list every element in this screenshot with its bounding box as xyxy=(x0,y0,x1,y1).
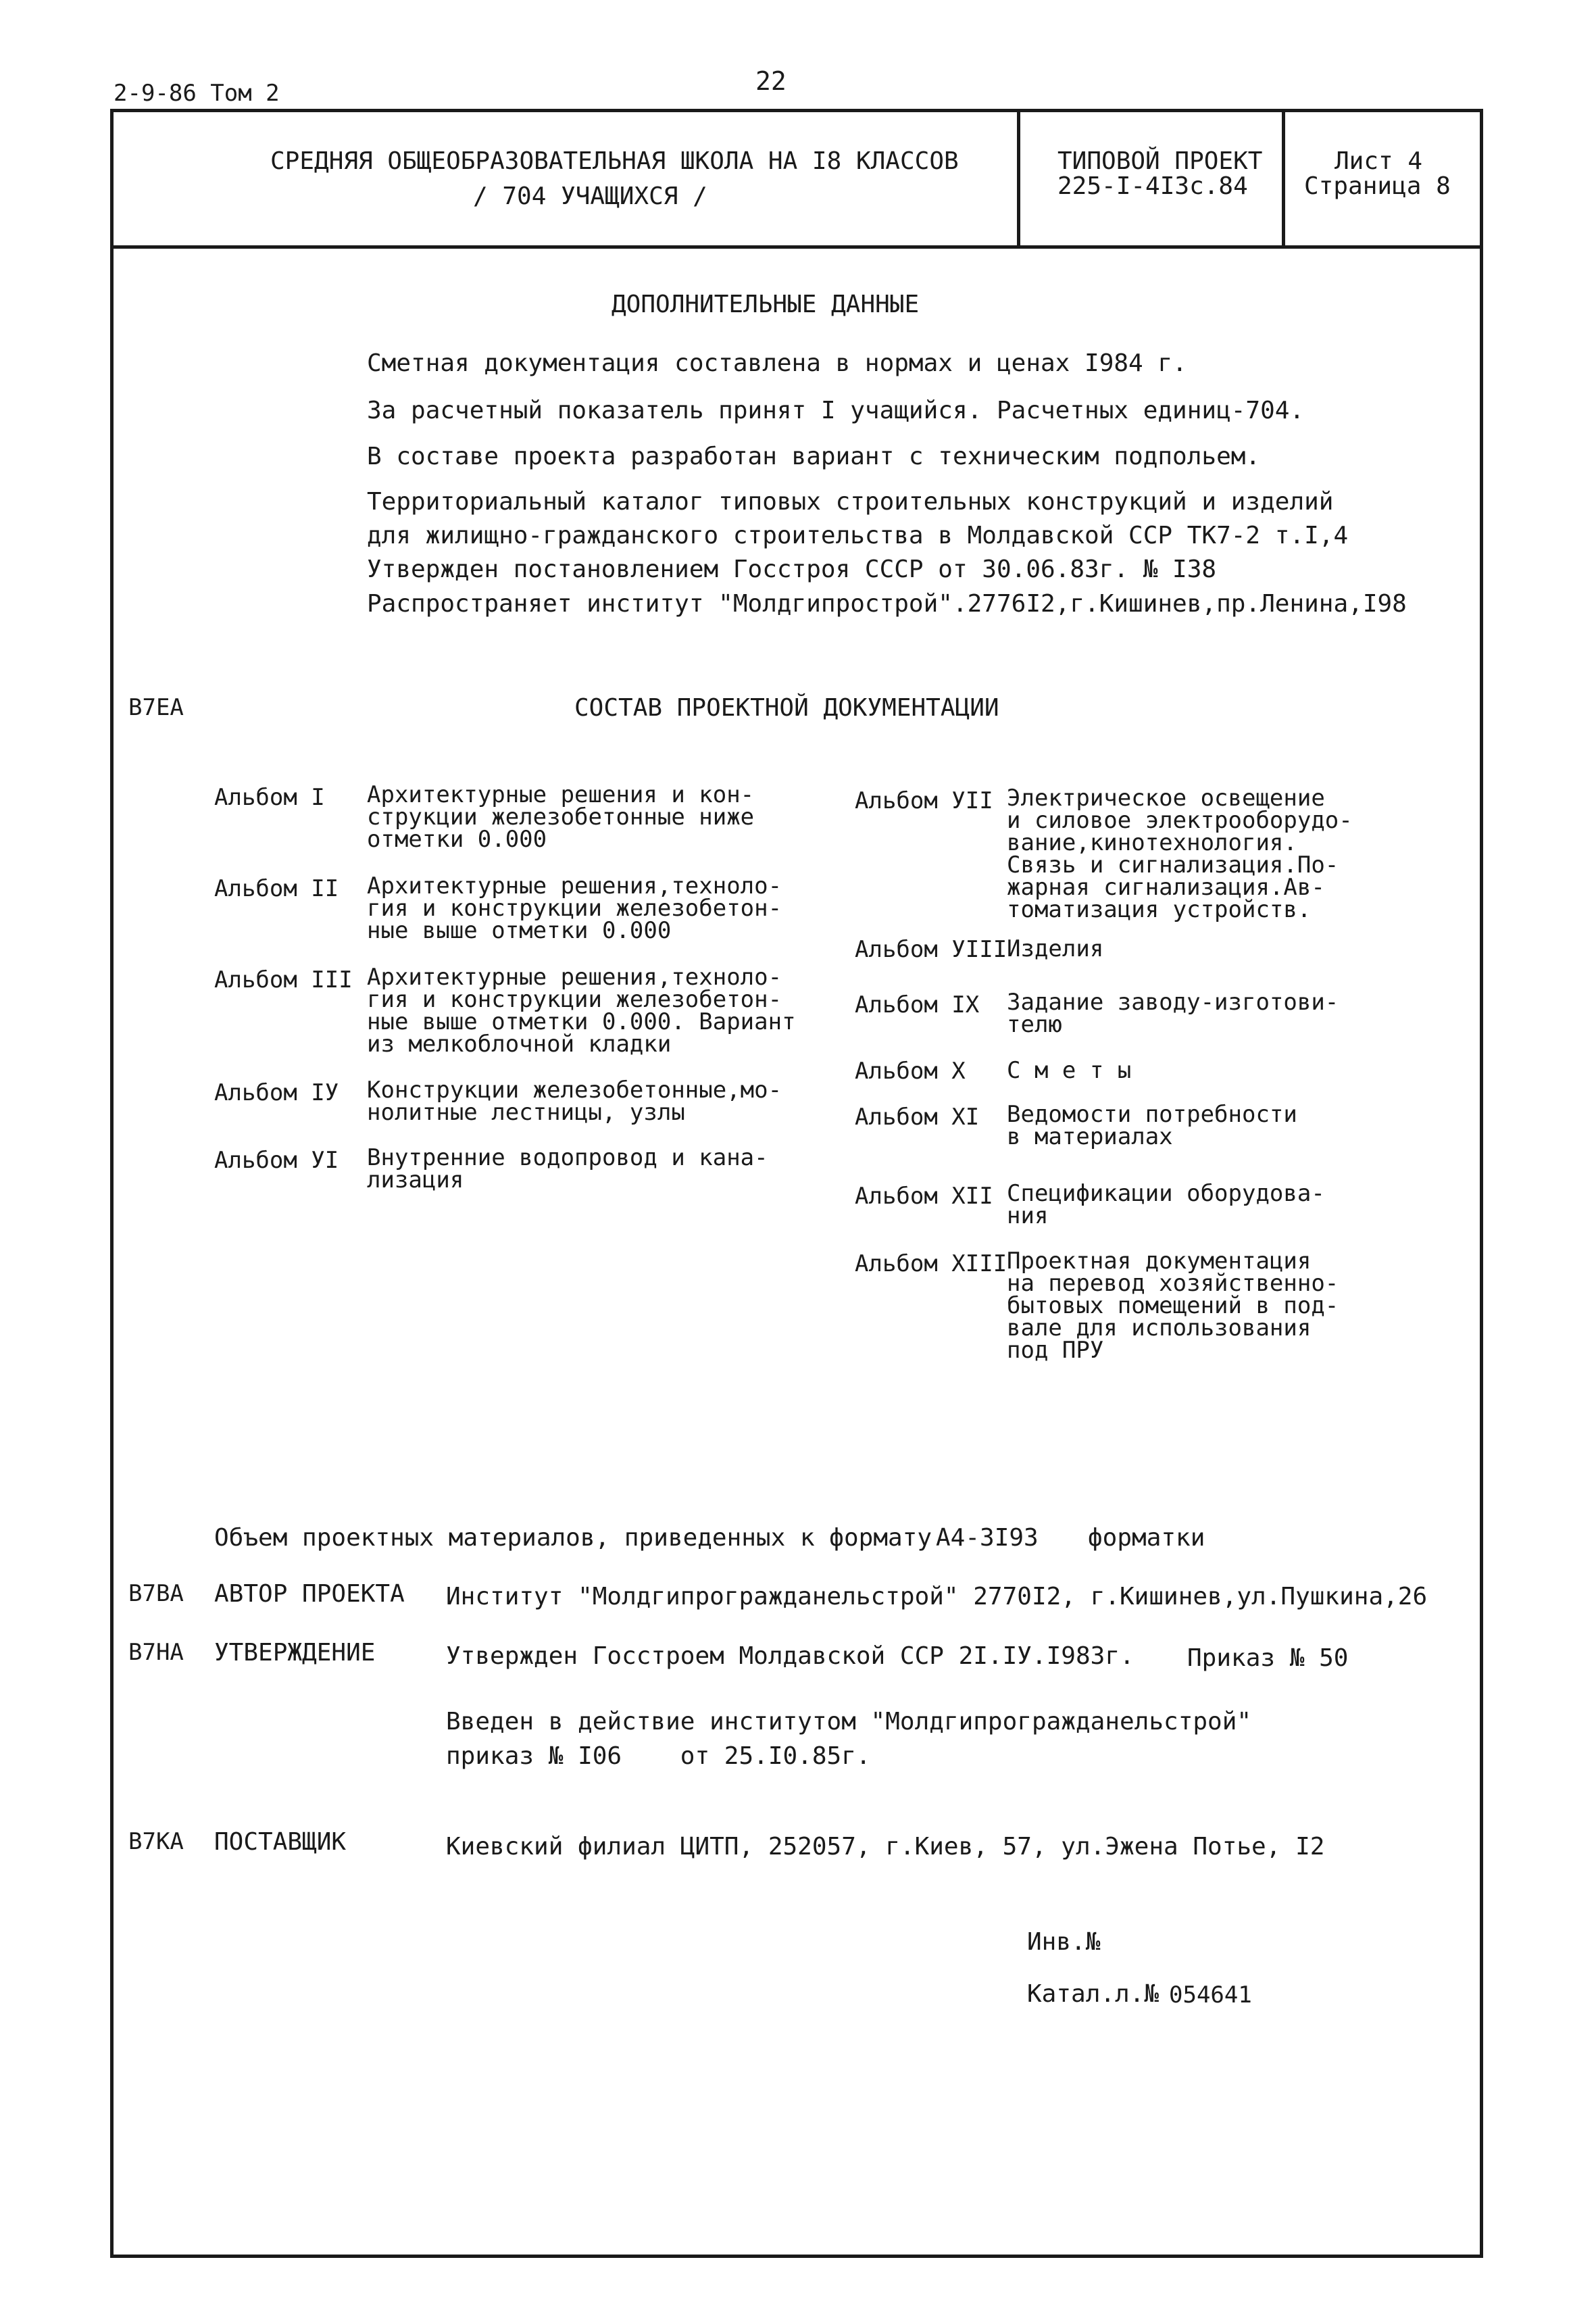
catalog-label: Катал.л.№ xyxy=(1027,1980,1159,2008)
album-label: Альбом УI xyxy=(214,1147,339,1174)
album-description: С м е т ы xyxy=(1007,1057,1132,1084)
extra-line4b: для жилищно-гражданского строительства в Молдавской ССР ТК7-2 т.I,4 xyxy=(367,522,1349,549)
supplier-code: B7KA xyxy=(128,1828,184,1855)
header-sheet-line1: Лист 4 xyxy=(1335,147,1423,175)
approval-value: Утвержден Госстроем Молдавской ССР 2I.IУ.I983г. xyxy=(446,1642,1134,1670)
author-code: B7BA xyxy=(128,1580,184,1607)
extra-line2: За расчетный показатель принят I учащийся. Расчетных единиц-704. xyxy=(367,397,1305,424)
header-title-line1: СРЕДНЯЯ ОБЩЕОБРАЗОВАТЕЛЬНАЯ ШКОЛА НА I8 КЛАССОВ xyxy=(270,147,959,175)
extra-line4c: Утвержден постановлением Госстроя СССР от 30.06.83г. № I38 xyxy=(367,556,1217,583)
approval-label: УТВЕРЖДЕНИЕ xyxy=(214,1639,376,1667)
extra-heading: ДОПОЛНИТЕЛЬНЫЕ ДАННЫЕ xyxy=(612,291,920,318)
volume-unit: форматки xyxy=(1088,1524,1205,1552)
extra-line1: Сметная документация составлена в нормах и ценах I984 г. xyxy=(367,349,1187,377)
album-label: Альбом IX xyxy=(855,991,980,1018)
album-label: Альбом X xyxy=(855,1058,966,1085)
album-label: Альбом УIII xyxy=(855,936,1007,963)
header-divider xyxy=(110,245,1483,249)
author-value: Институт "Молдгипрогражданельстрой" 2770I2, г.Кишинев,ул.Пушкина,26 xyxy=(446,1583,1428,1610)
album-description: Электрическое освещение и силовое электрооборудо- вание,кинотехнология. Связь и сигнализация.По- жарная сигнализация.Ав- томатизация устройств. xyxy=(1007,785,1353,923)
header-col-divider-1 xyxy=(1017,109,1020,247)
extra-line4d: Распространяет институт "Молдгипрострой".2776I2,г.Кишинев,пр.Ленина,I98 xyxy=(367,590,1407,618)
approval-intro-line1: Введен в действие институтом "Молдгипрогражданельстрой" xyxy=(446,1708,1252,1736)
album-description: Архитектурные решения и кон- струкции железобетонные ниже отметки 0.000 xyxy=(367,781,755,853)
album-label: Альбом XI xyxy=(855,1104,980,1131)
header-col-divider-2 xyxy=(1282,109,1285,247)
doc-ref: 2-9-86 Том 2 xyxy=(114,80,280,107)
supplier-label: ПОСТАВЩИК xyxy=(214,1828,347,1856)
supplier-value: Киевский филиал ЦИТП, 252057, г.Киев, 57, ул.Эжена Потье, I2 xyxy=(446,1833,1325,1861)
album-label: Альбом I xyxy=(214,784,325,811)
approval-intro-line2: приказ № I06 от 25.I0.85г. xyxy=(446,1742,871,1770)
catalog-number: 054641 xyxy=(1169,1981,1252,2009)
volume-format: А4-3I93 xyxy=(936,1524,1039,1552)
author-label: АВТОР ПРОЕКТА xyxy=(214,1580,405,1608)
approval-order: Приказ № 50 xyxy=(1187,1644,1349,1672)
header-project-line2: 225-I-4I3с.84 xyxy=(1057,172,1248,200)
extra-line3: В составе проекта разработан вариант с техническим подпольем. xyxy=(367,443,1261,470)
album-label: Альбом XIII xyxy=(855,1250,1007,1277)
album-label: Альбом II xyxy=(214,875,339,902)
header-project-line1: ТИПОВОЙ ПРОЕКТ xyxy=(1057,147,1263,175)
album-description: Архитектурные решения,техноло- гия и конструкции железобетон- ные выше отметки 0.000 xyxy=(367,872,782,944)
album-description: Изделия xyxy=(1007,935,1104,962)
album-label: Альбом IУ xyxy=(214,1079,339,1106)
album-description: Задание заводу-изготови- телю xyxy=(1007,989,1339,1038)
album-label: Альбом УII xyxy=(855,787,993,814)
album-label: Альбом III xyxy=(214,966,353,993)
composition-code: B7EA xyxy=(128,694,184,721)
inventory-label: Инв.№ xyxy=(1027,1928,1101,1956)
header-title-line2: / 704 УЧАЩИХСЯ / xyxy=(473,182,707,210)
album-label: Альбом XII xyxy=(855,1183,993,1210)
volume-text: Объем проектных материалов, приведенных к формату xyxy=(214,1524,932,1552)
approval-code: B7HA xyxy=(128,1639,184,1666)
header-sheet-line2: Страница 8 xyxy=(1304,172,1451,200)
extra-line4a: Территориальный каталог типовых строительных конструкций и изделий xyxy=(367,488,1334,516)
page-number: 22 xyxy=(755,66,787,96)
album-description: Конструкции железобетонные,мо- нолитные лестницы, узлы xyxy=(367,1077,782,1126)
album-description: Проектная документация на перевод хозяйственно- бытовых помещений в под- вале для использования под ПРУ xyxy=(1007,1248,1339,1364)
album-description: Внутренние водопровод и кана- лизация xyxy=(367,1144,768,1193)
album-description: Спецификации оборудова- ния xyxy=(1007,1180,1325,1229)
album-description: Ведомости потребности в материалах xyxy=(1007,1101,1297,1150)
composition-heading: СОСТАВ ПРОЕКТНОЙ ДОКУМЕНТАЦИИ xyxy=(574,694,999,722)
album-description: Архитектурные решения,техноло- гия и конструкции железобетон- ные выше отметки 0.000. Вариант из мелкоблочной кладки xyxy=(367,964,796,1058)
